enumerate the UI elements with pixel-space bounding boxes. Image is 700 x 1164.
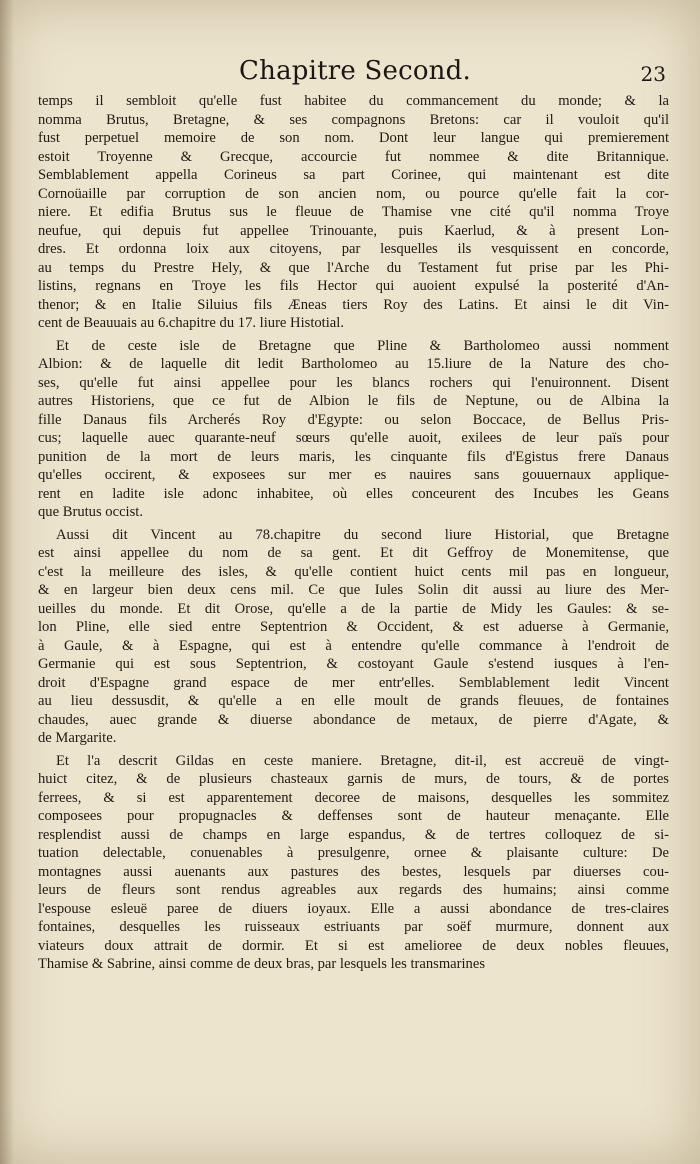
text-line: listins, regnans en Troye les fils Hector qui auoient expulsé la posterité d'An-	[38, 278, 669, 294]
text-line: ferrees, & si est apparentement decoree de maisons, desquelles les sommitez	[38, 789, 669, 806]
text-line: ses, qu'elle fut ainsi appellee pour les blancs rochers qui l'enuironnent. Disent	[38, 374, 669, 391]
text-line: nomma Brutus, Bretagne, & ses compagnons Bretons: car il vouloit qu'il	[38, 111, 669, 128]
text-line: niere. Et edifia Brutus sus le fleuue de Thamise vne cité qu'il nomma Troye	[38, 204, 669, 220]
text-line: Cornoüaille par corruption de son ancien nom, ou pource qu'elle fait la cor-	[38, 185, 669, 202]
text-line: à Gaule, & à Espagne, qui est à entendre qu'elle commance à l'endroit de	[38, 637, 669, 654]
running-title: Chapitre Second.	[239, 56, 471, 86]
text-line: dres. Et ordonna loix aux citoyens, par lesquelles ils vesquissent en concorde,	[38, 241, 669, 257]
text-line: l'espouse esleuë paree de diuers ioyaux. Elle a aussi abondance de tres-claires	[38, 900, 669, 917]
text-line: estoit Troyenne & Grecque, accourcie fut nommee & dite Britannique.	[38, 148, 669, 165]
text-line: de Margarite.	[38, 730, 117, 746]
text-line: c'est la meilleure des isles, & qu'elle contient huict cents mil pas en longueur,	[38, 563, 669, 580]
text-line: Semblablement appella Corineus sa part Corinee, qui maintenant est dite	[38, 167, 669, 183]
text-line: Albion: & de laquelle dit ledit Bartholomeo au 15.liure de la Nature des cho-	[38, 356, 669, 372]
text-line: neufue, qui depuis fut appellee Trinouante, puis Kaerlud, & à present Lon-	[38, 222, 669, 239]
text-line: Aussi dit Vincent au 78.chapitre du second liure Historial, que Bretagne	[56, 526, 669, 543]
text-line: Et l'a descrit Gildas en ceste maniere. Bretagne, dit-il, est accreuë de vingt-	[56, 752, 669, 769]
text-line: Germanie qui est sous Septentrion, & costoyant Gaule s'estend iusques à l'en-	[38, 656, 669, 672]
text-line: cus; laquelle auec quarante-neuf sœurs qu'elle auoit, exilees de leur païs pour	[38, 430, 669, 446]
text-line: thenor; & en Italie Siluius fils Æneas tiers Roy des Latins. Et ainsi le dit Vin-	[38, 296, 669, 313]
text-line: composees pour propugnacles & deffenses sont de hauteur menaçante. Elle	[38, 808, 669, 824]
body-text	[38, 92, 669, 974]
paragraph	[38, 92, 669, 333]
text-line: ueilles du monde. Et dit Orose, qu'elle a de la partie de Midy les Gaules: & se-	[38, 600, 669, 617]
text-line: au temps du Prestre Hely, & que l'Arche du Testament fut prise par les Phi-	[38, 259, 669, 276]
text-line: cent de Beauuais au 6.chapitre du 17. liure Histotial.	[38, 315, 344, 331]
text-line: tuation delectable, conuenables à presulgenre, ornee & plaisante culture: De	[38, 845, 669, 861]
page-number: 23	[640, 62, 666, 86]
text-line: fust perpetuel memoire de son nom. Dont leur langue qui premierement	[38, 130, 669, 146]
paragraph	[38, 752, 669, 974]
text-line: fontaines, desquelles les ruisseaux estriuants par soëf murmure, donnent aux	[38, 919, 669, 935]
text-line: leurs de fleurs sont rendus agreables aux regards des humains; ainsi comme	[38, 882, 669, 898]
paragraph	[38, 526, 669, 748]
text-line: chaudes, auec grande & diuerse abondance de metaux, de pierre d'Agate, &	[38, 711, 669, 728]
text-line: Thamise & Sabrine, ainsi comme de deux bras, par lesquels les transmarines	[38, 956, 486, 972]
text-line: huict citez, & de plusieurs chasteaux garnis de murs, de tours, & de portes	[38, 771, 669, 787]
text-line: temps il sembloit qu'elle fust habitee du commancement du monde; & la	[38, 93, 669, 109]
text-line: lon Pline, elle sied entre Septentrion & Occident, & est aduerse à Germanie,	[38, 619, 669, 635]
text-line: punition de la mort de leurs maris, les cinquante fils d'Egistus frere Danaus	[38, 448, 669, 465]
text-line: droit d'Espagne grand espace de mer entr'elles. Semblablement ledit Vincent	[38, 674, 669, 691]
paragraph	[38, 337, 669, 522]
text-line: autres Historiens, que ce fut de Albion le fils de Neptune, ou de Albina la	[38, 393, 669, 409]
text-line: que Brutus occist.	[38, 504, 143, 520]
text-line: qu'elles occirent, & exposees sur mer es nauires sans gouuernaux applique-	[38, 467, 669, 483]
text-line: rent en ladite isle adonc inhabitee, où elles conceurent des Incubes les Geans	[38, 485, 669, 502]
page-header	[40, 56, 670, 96]
text-line: viateurs doux attrait de dormir. Et si est amelioree de deux nobles fleuues,	[38, 937, 669, 954]
text-line: au lieu dessusdit, & qu'elle a en elle moult de grands fleuues, de fontaines	[38, 693, 669, 709]
text-line: montagnes aussi auenants aux pastures des bestes, lesquels par diuerses cou-	[38, 863, 669, 880]
text-line: fille Danaus fils Archerés Roy d'Egypte: ou selon Boccace, de Bellus Pris-	[38, 411, 669, 428]
text-line: est ainsi appellee du nom de sa gent. Et dit Geffroy de Monemitense, que	[38, 545, 669, 561]
text-line: resplendist aussi de champs en large espandus, & de tertres colloquez de si-	[38, 826, 669, 843]
text-line: Et de ceste isle de Bretagne que Pline & Bartholomeo aussi nomment	[56, 337, 669, 354]
text-line: & en largeur bien deux cens mil. Ce que Iules Solin dit aussi au liure des Mer-	[38, 582, 669, 598]
